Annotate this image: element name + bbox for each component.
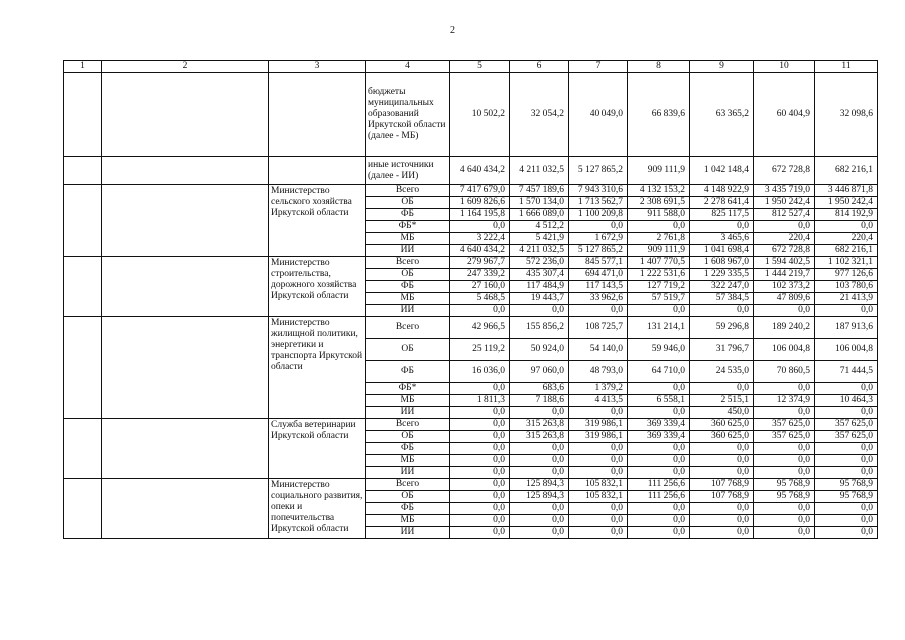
value-cell: 0,0	[690, 467, 754, 479]
value-cell: 0,0	[815, 467, 878, 479]
header-cell: 10	[754, 61, 815, 73]
value-cell: 977 126,6	[815, 269, 878, 281]
source-code: ОБ	[366, 197, 450, 209]
value-cell: 1 102 321,1	[815, 257, 878, 269]
value-cell: 1 164 195,8	[450, 209, 510, 221]
value-cell: 0,0	[569, 221, 628, 233]
value-cell: 0,0	[754, 443, 815, 455]
empty-cell	[102, 419, 269, 479]
value-cell: 1 222 531,6	[628, 269, 690, 281]
value-cell: 7 457 189,6	[510, 185, 569, 197]
value-cell: 369 339,4	[628, 419, 690, 431]
value-cell: 63 365,2	[690, 73, 754, 157]
value-cell: 0,0	[510, 515, 569, 527]
value-cell: 0,0	[754, 527, 815, 539]
value-cell: 319 986,1	[569, 431, 628, 443]
source-code: ФБ	[366, 209, 450, 221]
value-cell: 10 502,2	[450, 73, 510, 157]
value-cell: 0,0	[628, 527, 690, 539]
value-cell: 0,0	[569, 443, 628, 455]
value-cell: 682 216,1	[815, 157, 878, 185]
value-cell: 572 236,0	[510, 257, 569, 269]
source-label: бюджеты муниципальных образований Иркутской области (далее - МБ)	[366, 73, 450, 157]
source-code: ИИ	[366, 305, 450, 317]
value-cell: 0,0	[815, 383, 878, 395]
value-cell: 5 127 865,2	[569, 245, 628, 257]
value-cell: 95 768,9	[754, 491, 815, 503]
value-cell: 0,0	[569, 455, 628, 467]
empty-cell	[269, 157, 366, 185]
source-code: ИИ	[366, 245, 450, 257]
value-cell: 845 577,1	[569, 257, 628, 269]
value-cell: 42 966,5	[450, 317, 510, 339]
value-cell: 47 809,6	[754, 293, 815, 305]
source-code: ОБ	[366, 269, 450, 281]
value-cell: 360 625,0	[690, 431, 754, 443]
value-cell: 6 558,1	[628, 395, 690, 407]
value-cell: 105 832,1	[569, 491, 628, 503]
source-code: ФБ	[366, 361, 450, 383]
value-cell: 357 625,0	[815, 431, 878, 443]
value-cell: 10 464,3	[815, 395, 878, 407]
value-cell: 0,0	[450, 221, 510, 233]
value-cell: 0,0	[450, 443, 510, 455]
value-cell: 1 229 335,5	[690, 269, 754, 281]
source-code: Всего	[366, 419, 450, 431]
header-cell: 1	[64, 61, 102, 73]
value-cell: 0,0	[569, 305, 628, 317]
value-cell: 0,0	[569, 503, 628, 515]
value-cell: 814 192,9	[815, 209, 878, 221]
value-cell: 357 625,0	[815, 419, 878, 431]
value-cell: 106 004,8	[754, 339, 815, 361]
empty-cell	[64, 185, 102, 257]
source-code: ОБ	[366, 491, 450, 503]
value-cell: 220,4	[754, 233, 815, 245]
value-cell: 0,0	[450, 431, 510, 443]
value-cell: 106 004,8	[815, 339, 878, 361]
value-cell: 911 588,0	[628, 209, 690, 221]
value-cell: 0,0	[628, 467, 690, 479]
value-cell: 4 211 032,5	[510, 157, 569, 185]
value-cell: 95 768,9	[815, 479, 878, 491]
value-cell: 2 278 641,4	[690, 197, 754, 209]
value-cell: 187 913,6	[815, 317, 878, 339]
value-cell: 24 535,0	[690, 361, 754, 383]
value-cell: 0,0	[815, 407, 878, 419]
value-cell: 95 768,9	[754, 479, 815, 491]
value-cell: 0,0	[815, 221, 878, 233]
value-cell: 0,0	[510, 467, 569, 479]
empty-cell	[269, 73, 366, 157]
table-row	[64, 419, 878, 431]
value-cell: 0,0	[628, 407, 690, 419]
source-code: ФБ*	[366, 383, 450, 395]
value-cell: 2 308 691,5	[628, 197, 690, 209]
value-cell: 0,0	[628, 221, 690, 233]
source-code: ИИ	[366, 527, 450, 539]
value-cell: 694 471,0	[569, 269, 628, 281]
value-cell: 0,0	[690, 503, 754, 515]
header-cell: 3	[269, 61, 366, 73]
value-cell: 909 111,9	[628, 245, 690, 257]
value-cell: 0,0	[815, 527, 878, 539]
empty-cell	[64, 73, 102, 157]
table-row	[64, 257, 878, 269]
ministry-name: Министерство строительства, дорожного хозяйства Иркутской области	[269, 257, 366, 317]
value-cell: 0,0	[815, 443, 878, 455]
value-cell: 315 263,8	[510, 431, 569, 443]
value-cell: 2 761,8	[628, 233, 690, 245]
value-cell: 155 856,2	[510, 317, 569, 339]
value-cell: 0,0	[690, 383, 754, 395]
value-cell: 0,0	[450, 527, 510, 539]
value-cell: 0,0	[690, 305, 754, 317]
value-cell: 0,0	[569, 515, 628, 527]
value-cell: 27 160,0	[450, 281, 510, 293]
empty-cell	[102, 317, 269, 419]
value-cell: 0,0	[628, 503, 690, 515]
value-cell: 1 379,2	[569, 383, 628, 395]
value-cell: 1 608 967,0	[690, 257, 754, 269]
value-cell: 360 625,0	[690, 419, 754, 431]
value-cell: 0,0	[569, 527, 628, 539]
value-cell: 1 594 402,5	[754, 257, 815, 269]
value-cell: 220,4	[815, 233, 878, 245]
source-code: ФБ	[366, 443, 450, 455]
value-cell: 189 240,2	[754, 317, 815, 339]
value-cell: 909 111,9	[628, 157, 690, 185]
value-cell: 107 768,9	[690, 479, 754, 491]
source-code: МБ	[366, 395, 450, 407]
value-cell: 127 719,2	[628, 281, 690, 293]
value-cell: 0,0	[450, 407, 510, 419]
value-cell: 0,0	[450, 305, 510, 317]
source-code: Всего	[366, 185, 450, 197]
source-code: МБ	[366, 455, 450, 467]
value-cell: 682 216,1	[815, 245, 878, 257]
value-cell: 71 444,5	[815, 361, 878, 383]
value-cell: 0,0	[510, 443, 569, 455]
source-code: МБ	[366, 233, 450, 245]
value-cell: 4 211 032,5	[510, 245, 569, 257]
budget-table	[63, 60, 878, 539]
value-cell: 0,0	[510, 407, 569, 419]
value-cell: 0,0	[450, 419, 510, 431]
ministry-name: Министерство сельского хозяйства Иркутской области	[269, 185, 366, 257]
value-cell: 105 832,1	[569, 479, 628, 491]
value-cell: 0,0	[628, 443, 690, 455]
value-cell: 0,0	[628, 515, 690, 527]
value-cell: 1 672,9	[569, 233, 628, 245]
value-cell: 0,0	[510, 527, 569, 539]
source-code: МБ	[366, 515, 450, 527]
ministry-name: Служба ветеринарии Иркутской области	[269, 419, 366, 479]
value-cell: 0,0	[754, 221, 815, 233]
source-code: ИИ	[366, 467, 450, 479]
value-cell: 108 725,7	[569, 317, 628, 339]
ministry-name: Министерство социального развития, опеки и попечительства Иркутской области	[269, 479, 366, 539]
value-cell: 0,0	[754, 515, 815, 527]
value-cell: 1 570 134,0	[510, 197, 569, 209]
value-cell: 0,0	[450, 503, 510, 515]
value-cell: 4 413,5	[569, 395, 628, 407]
value-cell: 0,0	[510, 503, 569, 515]
value-cell: 0,0	[569, 467, 628, 479]
value-cell: 111 256,6	[628, 479, 690, 491]
empty-cell	[64, 419, 102, 479]
value-cell: 31 796,7	[690, 339, 754, 361]
value-cell: 1 100 209,8	[569, 209, 628, 221]
value-cell: 21 413,9	[815, 293, 878, 305]
table-row	[64, 185, 878, 197]
value-cell: 50 924,0	[510, 339, 569, 361]
header-cell: 11	[815, 61, 878, 73]
source-code: ФБ*	[366, 221, 450, 233]
value-cell: 369 339,4	[628, 431, 690, 443]
value-cell: 125 894,3	[510, 491, 569, 503]
value-cell: 1 950 242,4	[754, 197, 815, 209]
value-cell: 1 713 562,7	[569, 197, 628, 209]
value-cell: 40 049,0	[569, 73, 628, 157]
value-cell: 0,0	[690, 515, 754, 527]
value-cell: 3 435 719,0	[754, 185, 815, 197]
value-cell: 0,0	[450, 383, 510, 395]
value-cell: 103 780,6	[815, 281, 878, 293]
value-cell: 131 214,1	[628, 317, 690, 339]
value-cell: 111 256,6	[628, 491, 690, 503]
value-cell: 0,0	[510, 455, 569, 467]
value-cell: 19 443,7	[510, 293, 569, 305]
value-cell: 66 839,6	[628, 73, 690, 157]
value-cell: 3 446 871,8	[815, 185, 878, 197]
ministry-name: Министерство жилищной политики, энергетики и транспорта Иркутской области	[269, 317, 366, 419]
value-cell: 0,0	[628, 455, 690, 467]
value-cell: 125 894,3	[510, 479, 569, 491]
value-cell: 7 943 310,6	[569, 185, 628, 197]
header-cell: 6	[510, 61, 569, 73]
source-code: ОБ	[366, 339, 450, 361]
value-cell: 0,0	[815, 515, 878, 527]
value-cell: 4 640 434,2	[450, 157, 510, 185]
value-cell: 672 728,8	[754, 157, 815, 185]
value-cell: 315 263,8	[510, 419, 569, 431]
value-cell: 117 484,9	[510, 281, 569, 293]
value-cell: 4 640 434,2	[450, 245, 510, 257]
value-cell: 2 515,1	[690, 395, 754, 407]
value-cell: 435 307,4	[510, 269, 569, 281]
value-cell: 357 625,0	[754, 431, 815, 443]
value-cell: 0,0	[690, 527, 754, 539]
empty-cell	[64, 479, 102, 539]
value-cell: 33 962,6	[569, 293, 628, 305]
value-cell: 0,0	[754, 455, 815, 467]
value-cell: 117 143,5	[569, 281, 628, 293]
empty-cell	[64, 157, 102, 185]
value-cell: 5 468,5	[450, 293, 510, 305]
value-cell: 0,0	[815, 503, 878, 515]
header-row	[64, 61, 878, 73]
value-cell: 812 527,4	[754, 209, 815, 221]
value-cell: 57 384,5	[690, 293, 754, 305]
value-cell: 4 132 153,2	[628, 185, 690, 197]
value-cell: 1 407 770,5	[628, 257, 690, 269]
value-cell: 4 512,2	[510, 221, 569, 233]
source-label: иные источники (далее - ИИ)	[366, 157, 450, 185]
header-cell: 7	[569, 61, 628, 73]
header-cell: 4	[366, 61, 450, 73]
value-cell: 48 793,0	[569, 361, 628, 383]
top-row	[64, 157, 878, 185]
value-cell: 0,0	[628, 383, 690, 395]
value-cell: 3 222,4	[450, 233, 510, 245]
value-cell: 102 373,2	[754, 281, 815, 293]
source-code: ФБ	[366, 281, 450, 293]
value-cell: 57 519,7	[628, 293, 690, 305]
header-cell: 9	[690, 61, 754, 73]
value-cell: 1 609 826,6	[450, 197, 510, 209]
value-cell: 247 339,2	[450, 269, 510, 281]
value-cell: 0,0	[754, 503, 815, 515]
empty-cell	[64, 257, 102, 317]
source-code: ФБ	[366, 503, 450, 515]
value-cell: 0,0	[510, 305, 569, 317]
value-cell: 7 188,6	[510, 395, 569, 407]
value-cell: 0,0	[690, 443, 754, 455]
value-cell: 0,0	[815, 305, 878, 317]
value-cell: 1 444 219,7	[754, 269, 815, 281]
value-cell: 5 127 865,2	[569, 157, 628, 185]
source-code: Всего	[366, 317, 450, 339]
value-cell: 95 768,9	[815, 491, 878, 503]
empty-cell	[102, 73, 269, 157]
value-cell: 0,0	[690, 455, 754, 467]
value-cell: 3 465,6	[690, 233, 754, 245]
source-code: ИИ	[366, 407, 450, 419]
empty-cell	[102, 479, 269, 539]
page-number: 2	[450, 25, 455, 36]
source-code: Всего	[366, 479, 450, 491]
empty-cell	[102, 257, 269, 317]
value-cell: 59 946,0	[628, 339, 690, 361]
value-cell: 825 117,5	[690, 209, 754, 221]
value-cell: 97 060,0	[510, 361, 569, 383]
value-cell: 357 625,0	[754, 419, 815, 431]
value-cell: 0,0	[754, 305, 815, 317]
value-cell: 0,0	[754, 467, 815, 479]
source-code: ОБ	[366, 431, 450, 443]
value-cell: 1 041 698,4	[690, 245, 754, 257]
table-body	[64, 61, 878, 539]
value-cell: 1 666 089,0	[510, 209, 569, 221]
value-cell: 322 247,0	[690, 281, 754, 293]
source-code: Всего	[366, 257, 450, 269]
value-cell: 64 710,0	[628, 361, 690, 383]
value-cell: 0,0	[569, 407, 628, 419]
top-row	[64, 73, 878, 157]
value-cell: 54 140,0	[569, 339, 628, 361]
value-cell: 319 986,1	[569, 419, 628, 431]
value-cell: 60 404,9	[754, 73, 815, 157]
value-cell: 672 728,8	[754, 245, 815, 257]
source-code: МБ	[366, 293, 450, 305]
value-cell: 450,0	[690, 407, 754, 419]
value-cell: 1 811,3	[450, 395, 510, 407]
value-cell: 0,0	[450, 467, 510, 479]
value-cell: 32 098,6	[815, 73, 878, 157]
empty-cell	[64, 317, 102, 419]
value-cell: 107 768,9	[690, 491, 754, 503]
value-cell: 12 374,9	[754, 395, 815, 407]
value-cell: 32 054,2	[510, 73, 569, 157]
empty-cell	[102, 157, 269, 185]
value-cell: 4 148 922,9	[690, 185, 754, 197]
value-cell: 59 296,8	[690, 317, 754, 339]
value-cell: 0,0	[450, 491, 510, 503]
table-row	[64, 479, 878, 491]
header-cell: 8	[628, 61, 690, 73]
value-cell: 70 860,5	[754, 361, 815, 383]
value-cell: 683,6	[510, 383, 569, 395]
table-row	[64, 317, 878, 339]
value-cell: 5 421,9	[510, 233, 569, 245]
value-cell: 0,0	[450, 479, 510, 491]
value-cell: 0,0	[690, 221, 754, 233]
value-cell: 1 950 242,4	[815, 197, 878, 209]
value-cell: 0,0	[450, 455, 510, 467]
header-cell: 5	[450, 61, 510, 73]
value-cell: 0,0	[815, 455, 878, 467]
value-cell: 0,0	[754, 383, 815, 395]
value-cell: 0,0	[628, 305, 690, 317]
value-cell: 25 119,2	[450, 339, 510, 361]
value-cell: 0,0	[450, 515, 510, 527]
value-cell: 0,0	[754, 407, 815, 419]
value-cell: 279 967,7	[450, 257, 510, 269]
value-cell: 7 417 679,0	[450, 185, 510, 197]
value-cell: 16 036,0	[450, 361, 510, 383]
header-cell: 2	[102, 61, 269, 73]
value-cell: 1 042 148,4	[690, 157, 754, 185]
empty-cell	[102, 185, 269, 257]
